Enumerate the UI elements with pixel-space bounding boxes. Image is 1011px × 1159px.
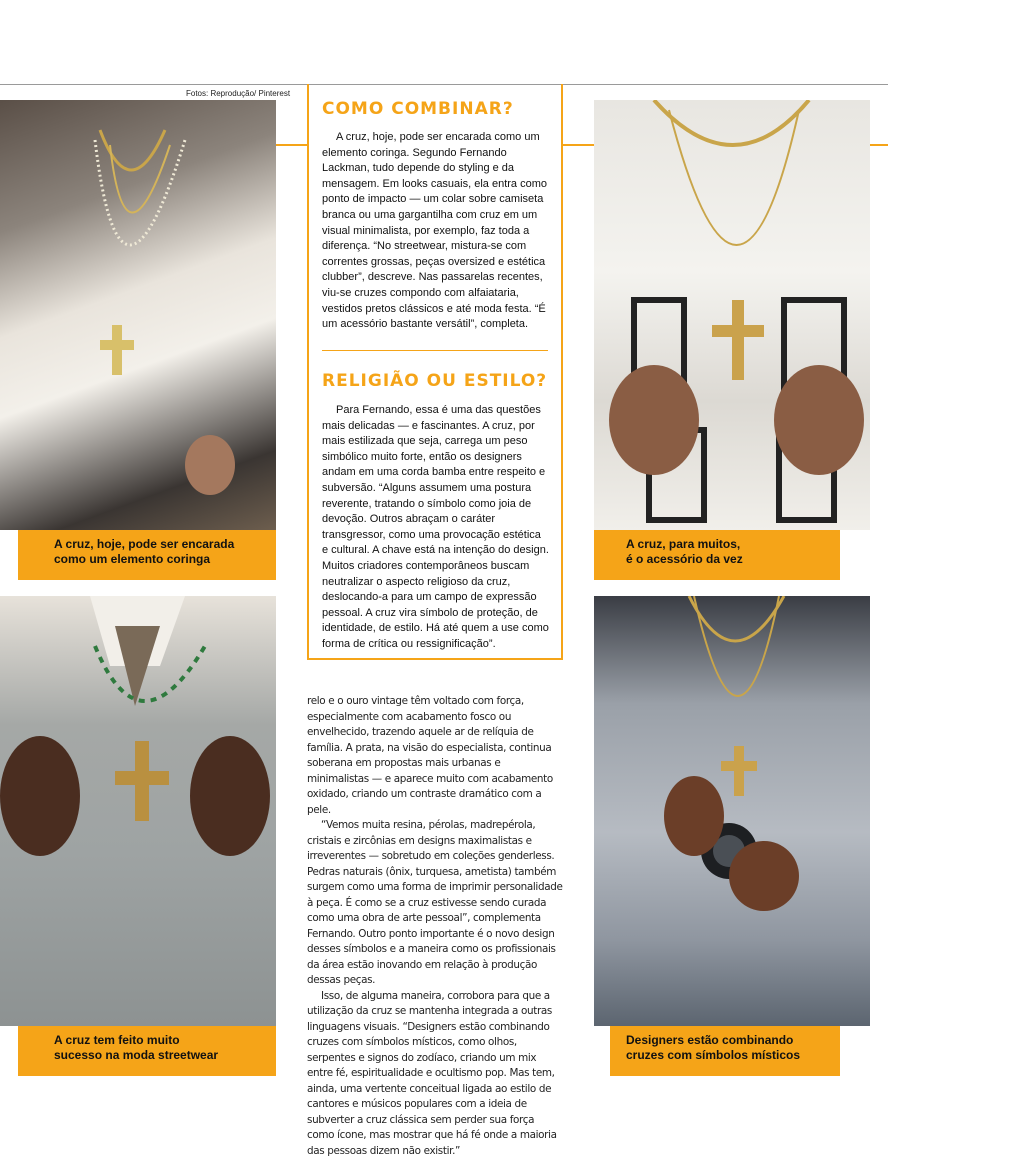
caption-line: como um elemento coringa (54, 552, 276, 567)
sidebar-text-2 (322, 403, 550, 653)
necklace-illustration (0, 596, 276, 1026)
caption-line: é o acessório da vez (626, 552, 840, 567)
caption-photo-2 (594, 530, 840, 580)
caption-photo-1 (18, 530, 276, 580)
necklace-illustration (0, 100, 276, 530)
necklace-illustration (594, 100, 870, 530)
sidebar-divider (322, 350, 548, 351)
sidebar-paragraph: A cruz, hoje, pode ser encarada como um elemento coringa. Segundo Fernando Lackman, tudo depende do styling e da mensagem. Em looks casuais, ela entra como ponto de impacto — um colar sobre camiseta branca ou uma gargantilha com cruz em um visual minimalista, por exemplo, faz toda a diferença. “No streetwear, mistura-se com correntes grossas, peças oversized e estética clubber”, descreve. Nas passarelas recentes, viu-se cruzes compondo com alfaiataria, vestidos pretos clássicos e até moda festa. “É um acessório bastante versátil”, completa. (322, 130, 550, 333)
caption-line: A cruz, para muitos, (626, 537, 840, 552)
box-connector (276, 144, 307, 146)
caption-line: A cruz tem feito muito (54, 1033, 276, 1048)
photo-cross-camera (594, 596, 870, 1026)
box-connector (870, 144, 888, 146)
box-connector (563, 144, 594, 146)
caption-photo-4 (610, 1026, 840, 1076)
sidebar-heading-1: COMO COMBINAR? (322, 99, 514, 119)
article-body (307, 694, 563, 1159)
photo-cross-tshirt (594, 100, 870, 530)
caption-line: A cruz, hoje, pode ser encarada (54, 537, 276, 552)
photo-cross-jacket (0, 100, 276, 530)
sidebar-heading-2: RELIGIÃO OU ESTILO? (322, 371, 547, 391)
caption-line: cruzes com símbolos místicos (626, 1048, 840, 1063)
body-paragraph: “Vemos muita resina, pérolas, madrepérola, cristais e zircônias em designs maximalistas e irreverentes — sobretudo em coleções genderless. Pedras naturais (ônix, turquesa, ametista) também surgem como uma forma de imprimir personalidade à peça. É como se a cruz estivesse sendo curada como uma obra de arte pessoal”, complementa Fernando. Outro ponto importante é o novo design desses símbolos e a maneira como os profissionais da área estão inovando em relação à produção dessas peças. (307, 818, 563, 989)
body-paragraph: relo e o ouro vintage têm voltado com força, especialmente com acabamento fosco ou envelhecido, trazendo aquele ar de relíquia de família. A prata, na visão do especialista, continua soberana em propostas mais urbanas e minimalistas — e aparece muito com acabamento oxidado, criando um contraste dramático com a pele. (307, 694, 563, 818)
necklace-illustration (594, 596, 870, 1026)
sidebar-text-1 (322, 130, 550, 333)
caption-line: Designers estão combinando (626, 1033, 840, 1048)
photo-credit: Fotos: Reprodução/ Pinterest (186, 89, 290, 98)
photo-cross-sweater (0, 596, 276, 1026)
caption-line: sucesso na moda streetwear (54, 1048, 276, 1063)
body-paragraph: Isso, de alguma maneira, corrobora para que a utilização da cruz se mantenha integrada a outras linguagens visuais. “Designers estão combinando cruzes com símbolos místicos, como olhos, serpentes e signos do zodíaco, criando um mix entre fé, espiritualidade e ocultismo pop. Mas tem, ainda, uma vertente conceitual ligada ao estilo de cantores e músicos populares com a ideia de subverter a cruz clássica sem perder sua força como ícone, mas mostrar que há fé onde a maioria das pessoas dizem não existir.” (307, 989, 563, 1159)
sidebar-paragraph: Para Fernando, essa é uma das questões mais delicadas — e fascinantes. A cruz, por mais estilizada que seja, carrega um peso simbólico muito forte, então os designers andam em uma corda bamba entre respeito e subversão. “Alguns assumem uma postura reverente, tratando o símbolo como joia de devoção. Outros abraçam o caráter transgressor, como uma provocação estética e cultural. A chave está na intenção do design. Muitos criadores contemporâneos buscam neutralizar o aspecto religioso da cruz, deslocando-a para um campo de expressão pessoal. A cruz vira símbolo de proteção, de identidade, de estilo. Há até quem a use como forma de crítica ou ressignificação”. (322, 403, 550, 653)
caption-photo-3 (18, 1026, 276, 1076)
